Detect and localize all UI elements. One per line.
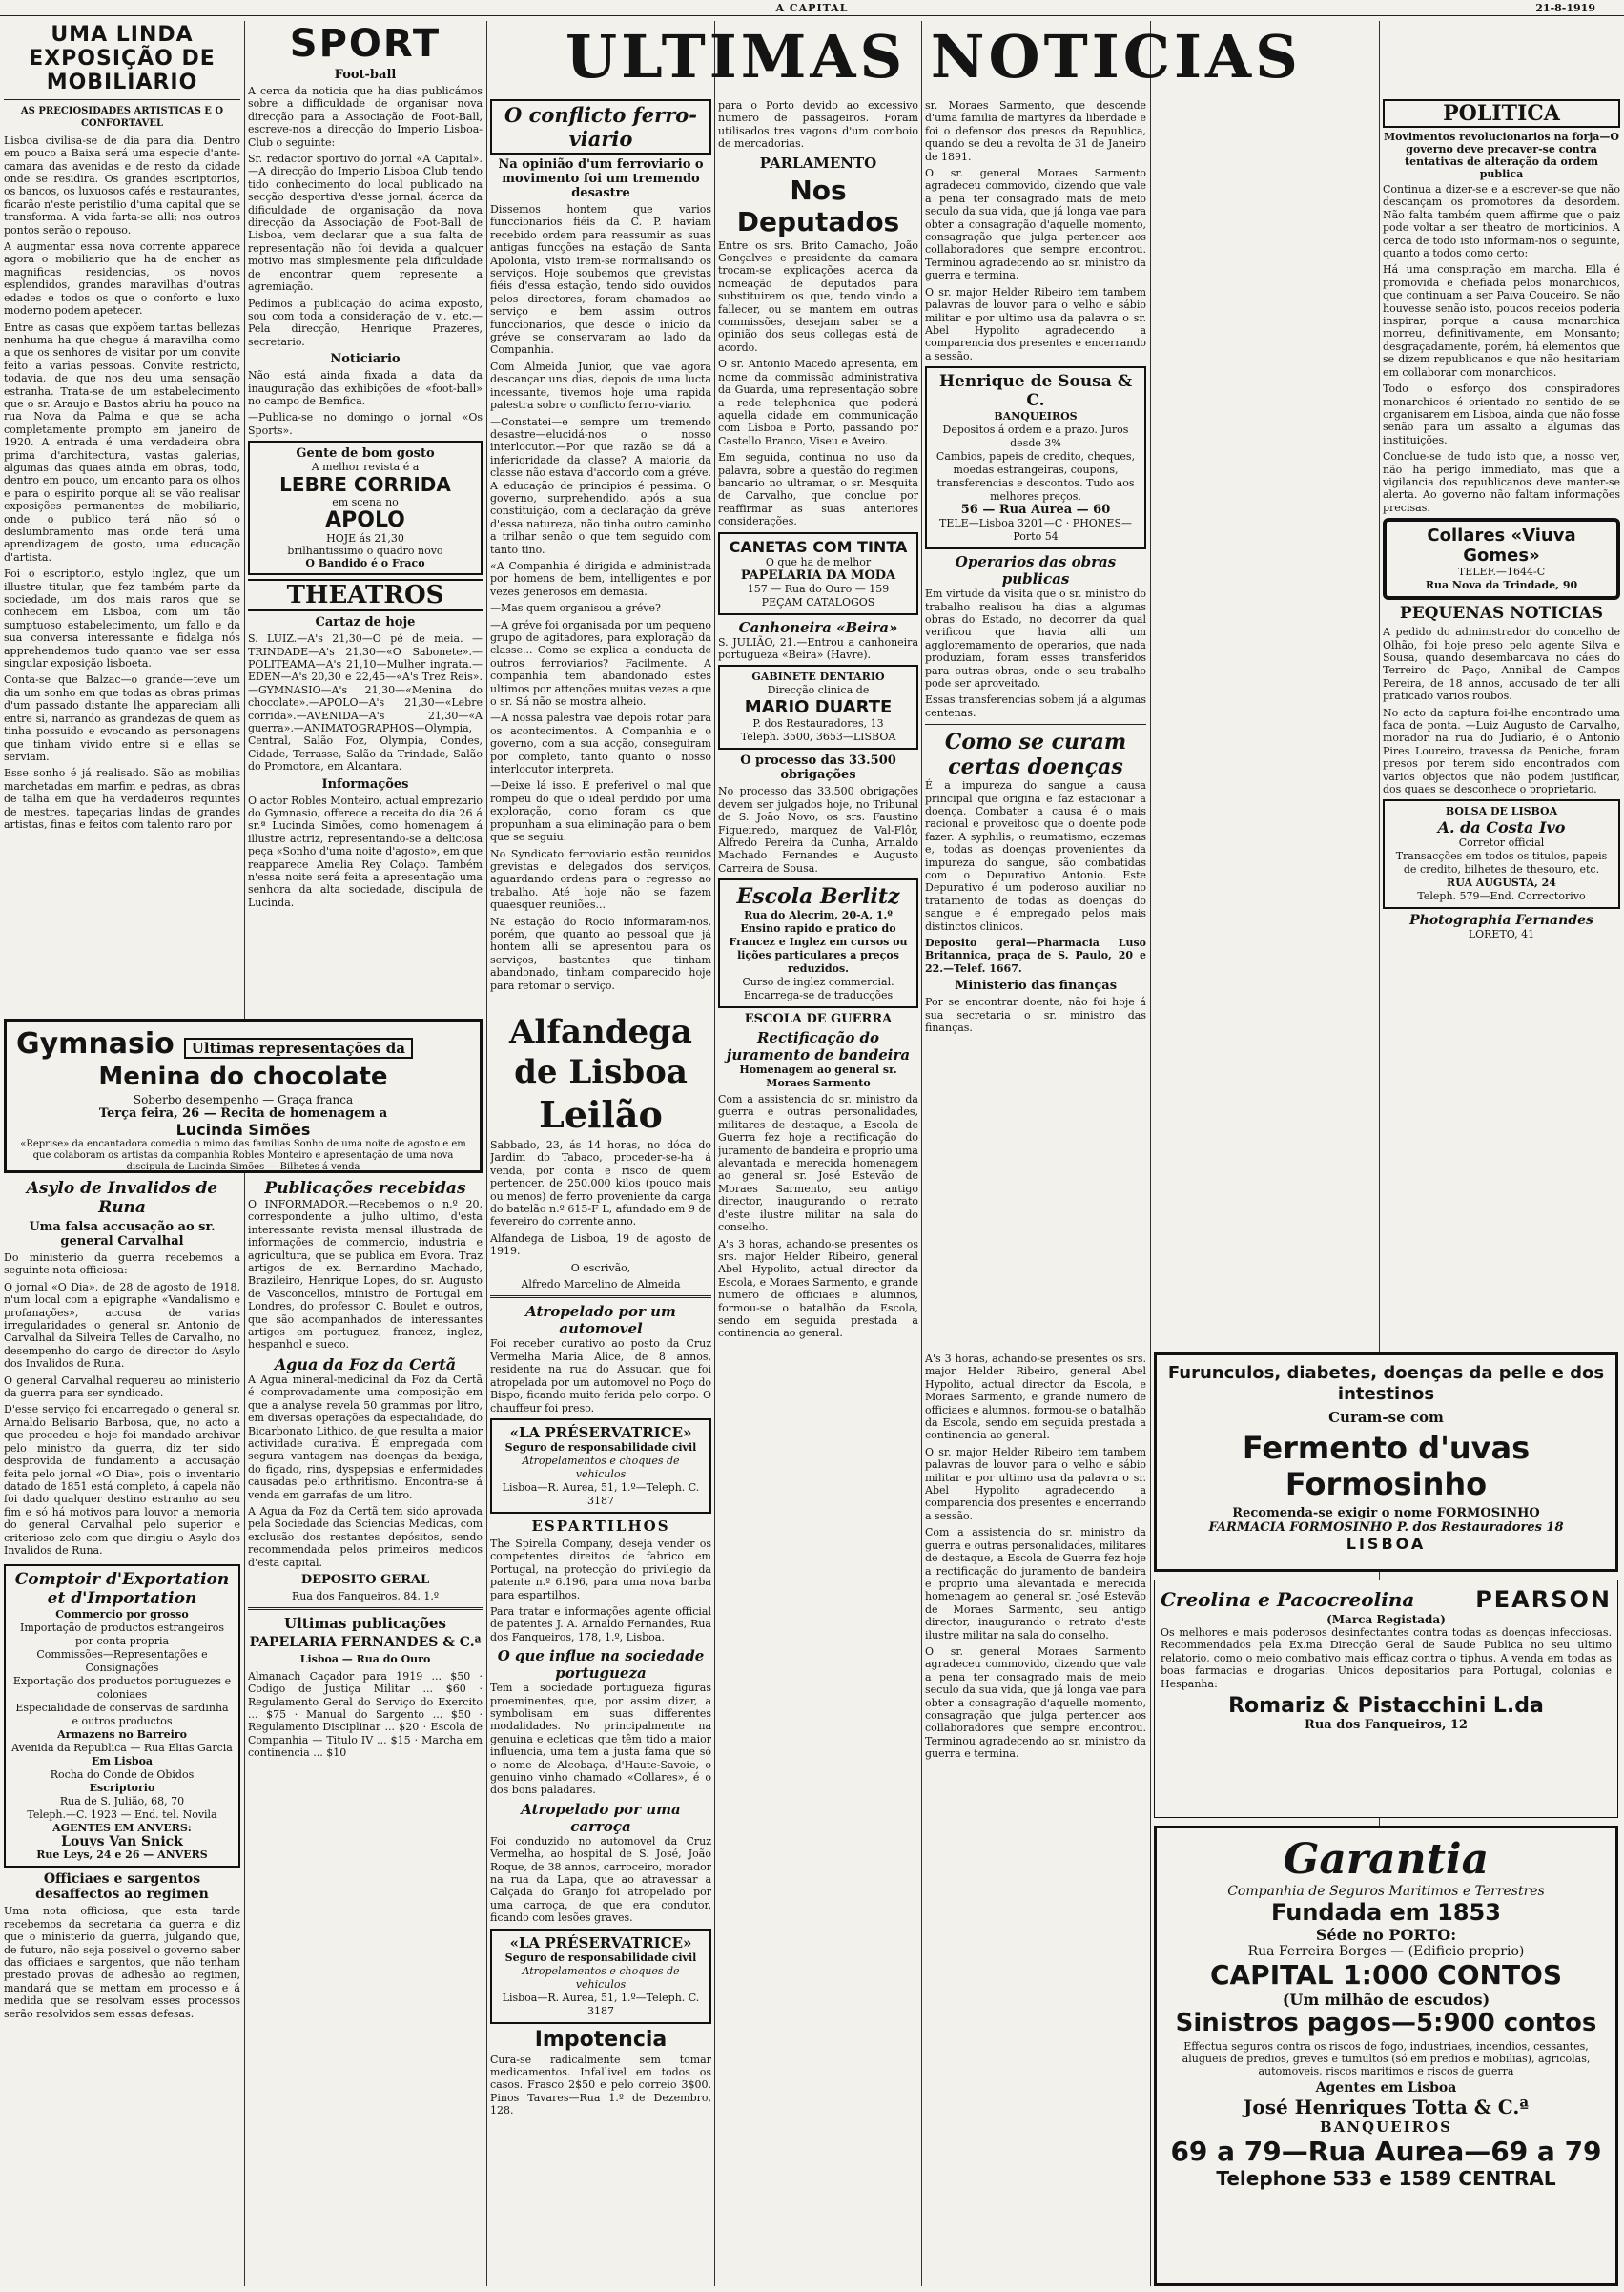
ad-line: Curam-se com	[1328, 1409, 1444, 1426]
ad-line: Armazens no Barreiro	[57, 1728, 187, 1742]
article-paragraph: The Spirella Company, deseja vender os competentes direitos de fabrico em Portugal, na protecção do privilegio da patente n.º 6.196, para uma nova barba para espartilhos.	[490, 1537, 711, 1601]
masthead	[0, 2, 1624, 16]
ad-line: BANQUEIROS	[1320, 2118, 1452, 2136]
article-paragraph: Para tratar e informações agente official de patentes J. A. Arnaldo Fernandes, Rua dos Fanqueiros, 178, 1.º, Lisboa.	[490, 1604, 711, 1643]
article-paragraph: A's 3 horas, achando-se presentes os srs. major Helder Ribeiro, general Abel Hypolito, actual director da Escola, e Moraes Sarmento, e grande numero de officiaes e alumnos, formou-se o batalhão da Escola, sendo em seguida prestada a continencia ao general.	[925, 1352, 1146, 1442]
article-paragraph: Conta-se que Balzac—o grande—teve um dia um sonho em que todas as obras primas d'um passado distante lhe appareciam alli entre si, narrando as grandezas de quem as tinha possuido e evocando as personagens que tinham vivido entre si e ellas se serviam.	[4, 673, 240, 763]
preservatrice-ad-2	[490, 1929, 711, 2024]
article-paragraph: Dissemos hontem que varios funccionarios fiéis da C. P. haviam recebido ordem para reassumir as suas antigas funcções na estação de Santa Apolonia, visto irem-se normalisando os serviços. Hoje soubemos que grevistas fiéis d'essa estação, tendo sido ouvidos pelos directores, foram chamados ao serviço e bem assim outros funccionarios, que desde o inicio da gréve se conservaram ao lado da Companhia.	[490, 203, 711, 357]
parlamento-title: PARLAMENTO	[759, 154, 877, 172]
article-paragraph: Pedimos a publicação do acima exposto, sou com toda a consideração de v., etc.—Pela direcção, Henrique Prazeres, secretario.	[248, 297, 483, 348]
gymnasio-name: Gymnasio	[16, 1027, 175, 1061]
ad-line: PAPELARIA DA MODA	[740, 568, 896, 583]
article-paragraph: Deposito geral—Pharmacia Luso Britannica, praça de S. Paulo, 20 e 22.—Telef. 1667.	[925, 937, 1146, 975]
totta-name: José Henriques Totta & C.ª	[1243, 2096, 1530, 2118]
preservatrice-title: «LA PRÉSERVATRICE»	[509, 1423, 692, 1441]
ad-line: Rua Ferreira Borges — (Edificio proprio)	[1247, 1944, 1525, 1959]
ad-line: Corretor official	[1458, 836, 1545, 850]
alfandega-title-2: de Lisboa	[514, 1053, 688, 1091]
gymnasio-line: «Reprise» da encantadora comedia o mimo das familias Sonho de uma noite de agosto e em que colaboram os artistas da companhia Robles Monteiro e apresentação de uma nova discipula de Lucinda Simões — Bilhetes á venda	[20, 1139, 466, 1172]
ad-line: Séde no PORTO:	[1315, 1926, 1457, 1944]
ad-line: FARMACIA FORMOSINHO P. dos Restauradores 18	[1208, 1520, 1564, 1535]
alfandega-title: Alfandega	[509, 1013, 692, 1051]
ad-line: 56 — Rua Aurea — 60	[960, 503, 1111, 518]
henrique-ad	[925, 366, 1146, 549]
article-paragraph: Todo o esforço dos conspiradores monarchicos é orientado no sentido de se organisarem em Lisboa, ainda que não fosse senão para um assalto a algumas das instituições.	[1383, 382, 1620, 446]
pequenas-title: PEQUENAS NOTICIAS	[1399, 604, 1604, 624]
ultimas-noticias-banner	[490, 21, 1377, 95]
article-paragraph: Alfredo Marcelino de Almeida	[521, 1278, 681, 1291]
article-paragraph: O sr. major Helder Ribeiro tem tambem palavras de louvor para o velho e sábio militar e por ultimo usa da palavra o sr. Abel Hypolito agradecendo a comparencia dos presentes e encerrando a sessão.	[925, 285, 1146, 362]
column-5-lower	[925, 1352, 1146, 2285]
asylo-headline: Uma falsa accusação ao sr. general Carvalhal	[29, 1220, 216, 1249]
article-paragraph: —Publica-se no domingo o jornal «Os Sports».	[248, 411, 483, 437]
issue-date: 21-8-1919	[1535, 2, 1595, 14]
deposito-addr: Rua dos Fanqueiros, 84, 1.º	[291, 1589, 440, 1602]
ad-line: Rua do Alecrim, 20-A, 1.º	[744, 909, 893, 922]
espartilhos-title: ESPARTILHOS	[531, 1517, 670, 1535]
atropelado-title: Atropelado por um automovel	[525, 1303, 676, 1338]
ad-line: Fundada em 1853	[1271, 1899, 1501, 1926]
aurea-line: 69 a 79—Rua Aurea—69 a 79	[1170, 2136, 1602, 2167]
ad-line: Rocha do Conde de Obidos	[50, 1768, 195, 1782]
conflict-headline: O conflicto ferro-viario	[490, 99, 711, 155]
atropelado2-title: Atropelado por uma carroça	[521, 1800, 681, 1835]
ad-line: Avenida da Republica — Rua Elias Garcia	[11, 1742, 233, 1755]
ad-line: Companhia de Seguros Maritimos e Terrestres	[1227, 1884, 1545, 1899]
article-paragraph: Em seguida, continua no uso da palavra, sobre a questão do regimen bancario no ultramar, o sr. Mesquita de Carvalho, que conclue por reaffirmar as suas anteriores considerações.	[718, 451, 918, 528]
article-paragraph: —A gréve foi organisada por um pequeno grupo de agitadores, para exploração da classe... Como se explica a conducta de outros ferroviarios? Facilmente. A companhia tem abandonado estes ultimos por attenções muitas vezes a que o sr. Sá não se mostra alheio.	[490, 618, 711, 709]
ad-line: Lisboa—R. Aurea, 51, 1.º—Teleph. C. 3187	[502, 1480, 700, 1507]
berlitz-title: Escola Berlitz	[736, 884, 900, 910]
article-paragraph: sr. Moraes Sarmento, que descende d'uma familia de martyres da liberdade e foi o defensor dos presos da Republica, quando se deu a revolta de 31 de Janeiro de 1891.	[925, 99, 1146, 163]
article-paragraph: Esse sonho é já realisado. São as mobilias marchetadas em marfim e pedras, as obras de talha em que ha verdadeiros requintes de mestres, tapeçarias lindas de grandes artistas, finas e feitos com talento raro por	[4, 767, 240, 831]
article-paragraph: Conclue-se de tudo isto que, a nosso ver, não ha perigo immediato, mas que a vigilancia dos republicanos deve manter-se alerta. Ao governo não faltam informações precisas.	[1383, 450, 1620, 514]
article-paragraph: Com Almeida Junior, que vae agora descançar uns dias, depois de uma lucta incessante, tivemos hoje uma rapida palestra sobre o conflicto ferro-viario.	[490, 360, 711, 412]
article-paragraph: A Agua da Foz da Certã tem sido aprovada pela Sociedade das Sciencias Medicas, com exclusão dos restantes depósitos, sendo recommendada pelos primeiros medicos d'esta capital.	[248, 1504, 483, 1569]
article-paragraph: No acto da captura foi-lhe encontrado uma faca de ponta. —Luiz Augusto de Carvalho, morador na rua do Judiario, é o Antonio Pires Loureiro, travessa da Peniche, foram presos por terem sido encontrados com varios objectos que não podem justificar, dos quaes se desconhece o proprietario.	[1383, 706, 1620, 796]
article-paragraph: Por se encontrar doente, não foi hoje á sua secretaria o sr. ministro das finanças.	[925, 996, 1146, 1035]
ad-line: TELEF.—1644-C	[1457, 566, 1546, 579]
article-paragraph: O jornal «O Dia», de 28 de agosto de 1918, n'um local com a epigraphe «Vandalismo e profanações», accusa de varias irregularidades o general sr. Antonio de Carvalhal da Silveira Telles de Carvalho, no desempenho do cargo de director do Asylo dos Invalidos de Runa.	[4, 1280, 240, 1371]
ad-line: Recomenda-se exigir o nome FORMOSINHO	[1232, 1506, 1540, 1520]
article-paragraph: Continua a dizer-se e a escrever-se que não descançam os promotores da desordem. Não falta também quem affirme que o paiz pode voltar a ser theatro de morticinios. A cerca de todo isto informam-nos o seguinte, quanto a todos como certo:	[1383, 183, 1620, 260]
article-paragraph: Não está ainda fixada a data da inauguração das exhibições de «foot-ball» no campo de Bemfica.	[248, 369, 483, 407]
ad-line: Commercio por grosso	[55, 1608, 189, 1621]
cartaz-listing: S. LUIZ.—A's 21,30—O pé de meia. —TRINDADE—A's 21,30—«O Sabonete».—POLITEAMA—A's 21,10—Mulher ingrata.—EDEN—A's 20,30 e 22,45—«A's Trez Reis».—GYMNASIO—A's 21,30—«Menina do chocolate».—APOLO—A's 21,30—«Lebre corrida».—AVENIDA—A's 21,30—«A guerra».—ANIMATOGRAPHOS—Olympia, Central, Salão Foz, Olympia, Condes, Cidade, Terrasse, Salão da Trindade, Salão do Promotora, em Alcantara.	[248, 632, 483, 774]
ad-line: RUA AUGUSTA, 24	[1447, 877, 1556, 890]
article-paragraph: O sr. general Moraes Sarmento agradeceu commovido, dizendo que vale a pena ter consagrado mais de meio seculo da sua vida, que já longa vae para obter a consagração d'aquelle momento, consagração que julga pertencer aos collaboradores que sempre encontrou. Terminou agradecendo ao sr. ministro da guerra e termina.	[925, 167, 1146, 282]
ad-line: Rue Leys, 24 e 26 — ANVERS	[36, 1848, 208, 1862]
ultimas-list: Almanach Caçador para 1919 ... $50 · Codigo de Justiça Militar ... $60 · Regulamento Geral do Serviço do Exercito ... $75 · Manual do Sargento ... $50 · Regulamento Disciplinar ... $20 · Escola de Companhia — Titulo IV ... $15 · Marcha em continencia ... $10	[248, 1669, 483, 1760]
article-paragraph: Sr. redactor sportivo do jornal «A Capital».—A direcção do Imperio Lisboa Club tendo tido conhecimento do local publicado na secção desportiva d'esse jornal, ácerca da dificuldade de organisação da nova direcção da Associação de Foot-Ball de Lisboa, vem declarar que a sua falta de representação não foi devida a qualquer motivo mas simplesmente pela dificuldade de encontrar quem represente a agremiação.	[248, 153, 483, 294]
ad-line: Louys Van Snick	[61, 1834, 183, 1850]
article-paragraph: —Mas quem organisou a gréve?	[490, 602, 661, 615]
article-paragraph: Tem a sociedade portugueza figuras proeminentes, que, por assim dizer, a symbolisam em suas differentes modalidades. No principalmente na genuina e ecleticas que têm tido a maior influencia, uma tem a justa fama que só o nome de Alcobaça, d'Haute-Savoie, o genuino vinho chamado «Collares», é o dos bons paladares.	[490, 1682, 711, 1797]
ad-line: GABINETE DENTARIO	[751, 671, 885, 684]
ad-line: O Bandido é o Fraco	[305, 557, 425, 570]
section-title: Foot-ball	[334, 68, 397, 82]
photo-addr: LORETO, 41	[1468, 928, 1535, 941]
paper-name: A CAPITAL	[775, 2, 849, 14]
article-paragraph: O INFORMADOR.—Recebemos o n.º 20, correspondente a julho ultimo, d'esta interessante revista mensal illustrada de informações de commercio, industria e agricultura, que se publica em Evora. Traz artigos de ex. Bernardino Machado, Brazileiro, Henrique Lopes, do sr. Augusto de Vasconcellos, ministro de Portugal em Londres, do professor C. Boulet e outros, que são acompanhados de interessantes artigos em portuguez, francez, inglez, hespanhol e sueco.	[248, 1198, 483, 1352]
column-5	[925, 99, 1146, 1339]
ad-line: Direcção clinica de	[767, 684, 870, 697]
article-paragraph: O sr. general Moraes Sarmento agradeceu commovido, dizendo que vale a pena ter consagrado mais de meio seculo da sua vida, que já longa vae para obter a consagração d'aquelle momento, consagração que julga pertencer aos collaboradores que sempre encontrou. Terminou agradecendo ao sr. ministro da guerra e termina.	[925, 1644, 1146, 1761]
curam-title: Como se curam certas doenças	[944, 730, 1127, 780]
ad-line: Especialidade de conservas de sardinha e outros productos	[15, 1702, 229, 1728]
collares-title: Collares «Viuva Gomes»	[1427, 526, 1576, 567]
column-rule	[921, 21, 922, 2286]
ad-line: P. dos Restauradores, 13	[752, 717, 884, 731]
article-paragraph: Entre os srs. Brito Camacho, João Gonçalves e presidente da camara trocam-se explicações acerca da nomeação de deputados para substituirem os que, tendo vindo a fallecer, ou se mantem em outras commissões, desejam saber se a opinião dos seus collegas está de acordo.	[718, 238, 918, 354]
article-paragraph: O general Carvalhal requereu ao ministerio da guerra para ser syndicado.	[4, 1373, 240, 1400]
conflict-subheadline: Na opinião d'um ferroviario o movimento foi um tremendo desastre	[498, 157, 704, 200]
creolina-title: Creolina e Pacocreolina	[1161, 1588, 1415, 1611]
bolsa-name: A. da Costa Ivo	[1437, 818, 1566, 837]
operarios-title: Operarios das obras publicas	[955, 553, 1117, 588]
article-paragraph: Com a assistencia do sr. ministro da guerra e outras personalidades, militares de destaque, a Escola de Guerra fez hoje a rectificação do juramento de bandeira e proprio uma alevantada e merecida homenagem ao general sr. José Estevão de Moraes Sarmento, seu antigo director, inaugurando o retrato d'este ilustre militar na sala do conselho.	[925, 1526, 1146, 1642]
article-paragraph: No Syndicato ferroviario estão reunidos grevistas e delegados dos serviços, aguardando ordens para o regresso ao trabalho. Até hoje não se fazem quaesquer reuniões...	[490, 847, 711, 912]
ultimas-title: Ultimas publicações	[284, 1615, 446, 1633]
ad-line: Importação de productos estrangeiros por conta propria	[19, 1621, 225, 1648]
canetas-ad	[718, 532, 918, 615]
photo-title: Photographia Fernandes	[1409, 913, 1593, 929]
ad-line: Cambios, papeis de credito, cheques, moedas estrangeiras, coupons, transferencias e descontos. Tudo aos melhores preços.	[935, 450, 1136, 504]
ultimas-addr: Lisboa — Rua do Ouro	[299, 1653, 431, 1666]
rectif-title: Rectificação do juramento de bandeira	[726, 1029, 911, 1064]
article-paragraph: —Deixe lá isso. É preferivel o mal que rompeu do que o ideal perdido por uma exploração, como foram os que propunham a sua eliminação para o bem que se seguiu.	[490, 779, 711, 844]
article-paragraph: Lisboa civilisa-se de dia para dia. Dentro em pouco a Baixa será uma especie d'ante-camara das avenidas e de resto da cidade onde se residira. Os grandes escriptorios, os bancos, os luxuosos cafés e restaurantes, ficarão n'este peristilio d'uma capital que se transforma. A vida farta-se alli; nos outros pontos serão o repouso.	[4, 134, 240, 237]
article-paragraph: Essas transferencias sobem já a algumas centenas.	[925, 693, 1146, 719]
sinistros-line: Sinistros pagos—5:900 contos	[1175, 2009, 1597, 2037]
ad-line: LISBOA	[1346, 1535, 1427, 1553]
ad-line: Exportação dos productos portuguezes e coloniaes	[12, 1675, 232, 1702]
ad-line: Gente de bom gosto	[296, 446, 435, 462]
lebre-corrida-ad	[248, 441, 483, 575]
exposicao-subtitle: AS PRECIOSIDADES ARTISTICAS E O CONFORTAVEL	[20, 106, 224, 130]
pearson-brand: PEARSON	[1475, 1586, 1612, 1613]
officiaes-title: Officiaes e sargentos desaffectos ao regimen	[35, 1871, 209, 1903]
article-paragraph: para o Porto devido ao excessivo numero de passageiros. Foram utilisados tres vagons d'um comboio de mercadorias.	[718, 99, 918, 151]
ad-line: 157 — Rua do Ouro — 159	[747, 582, 890, 595]
collares-ad	[1383, 518, 1620, 600]
ad-line: em scena no	[332, 496, 399, 509]
ad-line: Teleph. 3500, 3653—LISBOA	[740, 731, 896, 744]
gymnasio-ad	[4, 1019, 483, 1173]
article-paragraph: S. JULIÃO, 21.—Entrou a canhoneira portugueza «Beira» (Havre).	[718, 635, 918, 661]
ad-line: Transacções em todos os titulos, papeis de credito, bilhetes de thesouro, etc.	[1395, 850, 1608, 877]
article-paragraph: Na estação do Rocio informaram-nos, porém, que quanto ao pessoal que já hontem alli se apresentou para os serviços, bastantes que tinham abandonado, tinham comparecido hoje para retomar o serviço.	[490, 915, 711, 992]
article-paragraph: O escrivão,	[570, 1261, 631, 1274]
article-paragraph: Entre as casas que expõem tantas bellezas nenhuma ha que chegue á maravilha como a que os senhores de visitar por um convite feito a varias pessoas. Convite restricto, todavia, de que nos deu uma sensação estranha. Trata-se de um estabelecimento que o sr. Araujo e Bastos abriu ha pouco na rua Nova da Palma e que se acha completamente prompto em janeiro de 1920. A entrada é uma verdadeira obra prima d'architectura, vastas galerias, algumas das quaes ainda em obras, todo, dentro em pouco, um encanto para os olhos e para o espirito porque ali se vão realisar exposições permanentes de mobiliario, onde o publico terá não só o deslumbramento mas onde terá uma aprendizagem de gosto, uma educação d'artista.	[4, 320, 240, 564]
ad-line: (Um milhão de escudos)	[1282, 1991, 1490, 2009]
ad-line: Agentes em Lisboa	[1315, 2080, 1457, 2096]
section-title: Informações	[321, 776, 409, 792]
ad-line: Commissões—Representações e Consignações	[36, 1648, 208, 1675]
article-paragraph: A cerca da noticia que ha dias publicámos sobre a difficuldade de organisar nova direcção para a Associação de Foot-Ball, escreve-nos a direcção do Imperio Lisboa-Club o seguinte:	[248, 85, 483, 149]
column-rule	[486, 21, 487, 2286]
publicacoes-title: Publicações recebidas	[264, 1179, 466, 1198]
lebre-title: LEBRE CORRIDA	[279, 473, 451, 497]
formosinho-title: Fermento d'uvas Formosinho	[1242, 1430, 1531, 1502]
article-paragraph: —A nossa palestra vae depois rotar para os acontecimentos. A Companhia e o governo, com a sua acção, conseguiram por completo, tanto quanto o nosso interlocutor interpreta.	[490, 712, 711, 776]
section-title: Cartaz de hoje	[315, 615, 416, 630]
theatros-headline: THEATROS	[248, 579, 483, 611]
leilao-title: Leilão	[539, 1093, 663, 1136]
ad-line: Rua dos Fanqueiros, 12	[1305, 1718, 1468, 1733]
article-paragraph: —Constatei—e sempre um tremendo desastre—elucidá-nos o nosso interlocutor.—Por que razão se dá a inferioridade da classe? A maioria da classe não estava d'accordo com a gréve. A educação de principios é pessima. O governo, surprehendido, após a sua constituição, com a declaração da gréve d'essa natureza, não tinha outro caminho a trilhar senão o que tem seguido com tanto tino.	[490, 415, 711, 556]
ad-line: Depositos á ordem e a prazo. Juros desde 3%	[942, 423, 1129, 450]
ad-line: Rua Nova da Trindade, 90	[1425, 579, 1578, 592]
ad-line: Seguro de responsabilidade civil	[504, 1440, 697, 1454]
deposito-label: DEPOSITO GERAL	[300, 1572, 430, 1587]
ultimas-noticias-headline: ULTIMAS NOTICIAS	[565, 22, 1302, 92]
ad-line: Teleph. 579—End. Correctorivo	[1417, 890, 1586, 903]
article-paragraph: A's 3 horas, achando-se presentes os srs. major Helder Ribeiro, general Abel Hypolito, actual director da Escola, e Moraes Sarmento, e grande numero de officiaes e alumnos, formou-se o batalhão da Escola, sendo em seguida prestada a continencia ao general.	[718, 1237, 918, 1340]
ad-line: Furunculos, diabetes, doenças da pelle e dos intestinos	[1167, 1363, 1605, 1404]
financas-title: Ministerio das finanças	[954, 979, 1118, 994]
gymnasio-honoree: Lucinda Simões	[175, 1121, 311, 1139]
canetas-title: CANETAS COM TINTA	[729, 537, 908, 556]
article-paragraph: D'esse serviço foi encarregado o general sr. Arnaldo Belisario Barbosa, que, no acto a que procedeu e hoje foi mandado archivar pelo ministro da guerra, diz ter sido desprovida de fundamento a accusação feita pelo jornal «O Dia», pois o inventario datado de 1851 está completo, á capela não foi dado qualquer destino estranho ao seu fim e só há motivos para louvor a memoria do general Carvalhal pelo superior e criterioso zelo com que dirigiu o Asylo dos Invalidos de Runa.	[4, 1403, 240, 1557]
gymnasio-line: Soberbo desempenho — Graça franca	[133, 1093, 354, 1106]
romariz-name: Romariz & Pistacchini L.da	[1228, 1694, 1544, 1719]
asylo-title: Asylo de Invalidos de Runa	[26, 1179, 218, 1217]
gymnasio-line: Terça feira, 26 — Recita de homenagem a	[98, 1106, 388, 1121]
deputados-headline: Nos Deputados	[736, 174, 900, 237]
ad-line: HOJE ás 21,30	[326, 532, 404, 546]
garantia-title: Garantia	[1283, 1835, 1490, 1884]
comptoir-ad	[4, 1564, 240, 1868]
capital-line: CAPITAL 1:000 CONTOS	[1209, 1959, 1563, 1991]
ad-line: Encarrega-se de traducções	[743, 989, 894, 1002]
column-2-lower	[248, 1179, 483, 2285]
gabinete-ad	[718, 665, 918, 750]
article-paragraph: Em virtude da visita que o sr. ministro do trabalho realisou ha dias a algumas obras do Estado, no decorrer da qual verificou que havia alli um aggloremamento de operarios, que nada produziam, foram esses transferidos para outras obras, onde o seu trabalho pode ser aproveitado.	[925, 588, 1146, 690]
politica-title: POLITICA	[1383, 99, 1620, 128]
article-paragraph: Há uma conspiração em marcha. Ella é promovida e chefiada pelos monarchicos, que continuam a ser Paiva Couceiro. Se não houvesse senão isto, poucos receios poderia inspirar, porque a causa monarchica morreu, definitivamente, em Monsanto; desgraçadamente, porém, há elementos que se dizem republicanos e que não hesitariam em collaborar com monarchicos.	[1383, 263, 1620, 379]
politica-sub: Movimentos revolucionarios na forja—O governo deve precaver-se contra tentativas de alteração da ordem publica	[1383, 131, 1620, 180]
column-4	[718, 99, 918, 2285]
rectif-sub: Homenagem ao general sr. Moraes Sarmento	[739, 1063, 897, 1089]
column-1-lower	[4, 1179, 240, 2285]
article-paragraph: No processo das 33.500 obrigações devem ser julgados hoje, no Tribunal de S. João Novo, os srs. Faustino Figueiredo, marquez de Val-Flôr, Alfredo Pereira da Cunha, Arnaldo Machado Fernandes e Augusto Carreira de Sousa.	[718, 785, 918, 875]
gymnasio-play: Menina do chocolate	[98, 1063, 388, 1091]
article-paragraph: Do ministerio da guerra recebemos a seguinte nota officiosa:	[4, 1251, 240, 1277]
ad-line: A melhor revista é a	[311, 461, 420, 474]
ad-line: BANQUEIROS	[994, 410, 1078, 423]
article-paragraph: Os melhores e mais poderosos desinfectantes contra todas as doenças infecciosas. Recommendados pela Ex.ma Direcção Geral de Saude Publica no seu ultimo relatorio, como o meio combativo mais efficaz contra o tiphus. A venda em todas as boas farmacias e drogarias. Unicos depositarios para Portugal, colonias e Hespanha:	[1161, 1626, 1612, 1690]
article-paragraph: Alfandega de Lisboa, 19 de agosto de 1919.	[490, 1231, 711, 1258]
ad-line: (Marca Registada)	[1326, 1613, 1446, 1626]
ad-line: Atropelamentos e choques de vehiculos	[522, 1454, 680, 1480]
ad-line: Lisboa—R. Aurea, 51, 1.º—Teleph. C. 3187	[502, 1991, 700, 2017]
ad-line: AGENTES EM ANVERS:	[52, 1822, 192, 1835]
processo-title: O processo das 33.500 obrigações	[740, 754, 896, 783]
ad-line: Teleph.—C. 1923 — End. tel. Novila	[27, 1808, 217, 1822]
dentist-name: MARIO DUARTE	[744, 697, 893, 718]
preservatrice-title: «LA PRÉSERVATRICE»	[509, 1933, 692, 1951]
apolo-name: APOLO	[325, 508, 405, 533]
article-paragraph: A pedido do administrador do concelho de Olhão, foi hoje preso pelo agente Silva e Sousa, quando desembarcava no cáes do Terreiro do Paço, Annibal de Campos Pereira, de 18 annos, accusado de ter alli praticado varios roubos.	[1383, 626, 1620, 703]
ad-line: Ensino rapido e pratico do Francez e Inglez em cursos ou lições particulares a preços reduzidos.	[729, 922, 908, 976]
preservatrice-ad	[490, 1418, 711, 1514]
article-paragraph: Sabbado, 23, ás 14 horas, no dóca do Jardim do Tabaco, proceder-se-ha á venda, por conta e risco de quem pertencer, de 250.000 kilos (pouco mais ou menos) de ferro proveniente da carga do batelão n.º 615-F L, afundado em 9 de fevereiro do corrente anno.	[490, 1139, 711, 1229]
ad-line: PEÇAM CATALOGOS	[761, 595, 875, 609]
ad-line: Curso de inglez commercial.	[742, 976, 894, 989]
berlitz-ad	[718, 878, 918, 1008]
article-paragraph: O actor Robles Monteiro, actual emprezario do Gymnasio, offerece a receita do dia 26 á sr.ª Lucinda Simões, como homenagem á illustre actriz, representando-se a deliciosa peça «Sonho d'uma noite d'agosto», em que reapparece Amelia Rey Colaço. Também n'essa noite será feita a apresentação uma senhora da alta sociedade, discipula de Lucinda.	[248, 794, 483, 909]
canhoneira-title: Canhoneira «Beira»	[738, 618, 898, 636]
article-paragraph: Uma nota officiosa, que esta tarde recebemos da secretaria da guerra e diz que o ministerio da guerra, julgando que, de futuro, não seja possivel o governo saber das officiaes e sargentos, que não tenham prestado provas de adhesão ao regimen, mandará que se mettam em processo e á medida que se resolvam esses processos serão resolvidos sem essas defesas.	[4, 1905, 240, 2020]
column-rule	[714, 21, 715, 2286]
section-title: Noticiario	[330, 352, 401, 367]
ad-line: Seguro de responsabilidade civil	[504, 1951, 697, 1964]
column-6	[1383, 99, 1620, 1339]
telephone-line: Telephone 533 e 1589 CENTRAL	[1216, 2167, 1556, 2190]
influe-title: O que influe na sociedade portugueza	[497, 1647, 705, 1683]
article-paragraph: Foi o escriptorio, estylo inglez, que um illustre titular, que fez também parte da sociedade, um dos mais raros que se conhecem em Lisboa, com um tão sumptuoso estabelecimento, um fallo e da sua conversa interessante e fidalga nós apprehendemos tudo quanto vae ser essa singular exposição lisboeta.	[4, 568, 240, 671]
escola-title: ESCOLA DE GUERRA	[744, 1012, 893, 1027]
ad-line: TELE—Lisboa 3201—C · PHONES—Porto 54	[939, 517, 1132, 544]
ad-line: Effectua seguros contra os riscos de fogo, industriaes, incendios, cessantes, alugueis de predios, greves e tumultos (só em predios e mobilias), agricolas, automoveis, riscos maritimos e riscos de guerra	[1182, 2040, 1591, 2077]
article-paragraph: O sr. Antonio Macedo apresenta, em nome da commissão administrativa da Guarda, uma representação sobre a rede telephonica que poderá aquella cidade em communicação com Lisboa e Porto, passando por Castello Branco, Viseu e Aveiro.	[718, 358, 918, 447]
article-paragraph: «A Companhia é dirigida e administrada por homens de bem, intelligentes e por vezes generosos em demasia.	[490, 559, 711, 598]
creolina-ad	[1154, 1580, 1618, 1818]
impotencia-title: Impotencia	[534, 2027, 668, 2052]
ad-line: Rua de S. Julião, 68, 70	[59, 1795, 185, 1808]
ad-line: Atropelamentos e choques de vehiculos	[522, 1964, 680, 1991]
article-paragraph: Com a assistencia do sr. ministro da guerra e outras personalidades, militares de destaque, a Escola de Guerra fez hoje a rectificação do juramento de bandeira e proprio uma alevantada e merecida homenagem ao general sr. José Estevão de Moraes Sarmento, seu antigo director, inaugurando o retrato d'este ilustre militar na sala do conselho.	[718, 1093, 918, 1234]
article-paragraph: Cura-se radicalmente sem tomar medicamentos. Infallivel em todos os casos. Frasco 2$50 e pelo correio 3$00. Pinos Tavares—Rua 1.º de Dezembro, 128.	[490, 2053, 711, 2117]
garantia-ad	[1154, 1826, 1618, 2286]
comptoir-title: Comptoir d'Exportation et d'Importation	[14, 1570, 230, 1609]
ad-line: O que ha de melhor	[765, 555, 872, 568]
exposicao-headline: UMA LINDA EXPOSIÇÃO DE MOBILIARIO	[29, 23, 216, 94]
ad-line: brilhantissimo o quadro novo	[287, 545, 443, 558]
ad-line: BOLSA DE LISBOA	[1445, 805, 1558, 818]
article-paragraph: É a impureza do sangue a causa principal que origina e faz estacionar a doença. Combater a causa é o mais racional e proveitoso que o doente pode fazer. A syphilis, o reumatismo, eczemas e, todas as doenças provenientes da impureza do sangue, são combatidas com o Depurativo Antonio. Este Depurativo é um poderoso auxiliar no tratamento de todas as doenças do sangue e é empregado pelos mais distinctos clinicos.	[925, 779, 1146, 933]
article-paragraph: A augmentar essa nova corrente apparece agora o mobiliario que ha de encher as magnificas residencias, os novos esplendidos, grandes maravilhas d'outras edades e todos os que o conforto e luxo moderno podem apetecer.	[4, 240, 240, 318]
article-paragraph: Foi conduzido no automovel da Cruz Vermelha, ao hospital de S. José, João Roque, de 38 annos, carroceiro, morador na rua da Lapa, que ao atravessar a Calçada do Granjo foi atropelado por uma carroça, de que era condutor, ficando com lesões graves.	[490, 1834, 711, 1925]
ad-line: Escriptorio	[89, 1782, 155, 1795]
sport-headline: SPORT	[289, 22, 442, 66]
bolsa-ad	[1383, 799, 1620, 909]
henrique-title: Henrique de Sousa & C.	[938, 372, 1133, 411]
article-paragraph: O sr. major Helder Ribeiro tem tambem palavras de louvor para o velho e sábio militar e por ultimo usa da palavra o sr. Abel Hypolito agradecendo a comparencia dos presentes e encerrando a sessão.	[925, 1445, 1146, 1522]
alfandega-stack	[490, 1011, 711, 2280]
column-rule	[1150, 21, 1151, 2286]
furunculos-ad	[1154, 1352, 1618, 1572]
article-paragraph: Foi receber curativo ao posto da Cruz Vermelha Maria Alice, de 8 annos, residente na rua do Assucar, que foi atropelada por um automovel no Poço do Bispo, ficando muito ferida pelo corpo. O chauffeur foi preso.	[490, 1337, 711, 1414]
gymnasio-tag: Ultimas representações da	[184, 1038, 413, 1059]
agua-title: Agua da Foz da Certã	[274, 1354, 457, 1373]
ultimas-shop: PAPELARIA FERNANDES & C.ª	[249, 1635, 482, 1651]
ad-line: Em Lisboa	[91, 1755, 154, 1768]
column-2	[248, 21, 483, 1015]
article-paragraph: A Agua mineral-medicinal da Foz da Certã é comprovadamente uma composição em que a analyse revela 50 grammas por litro, em diversas operações da especialidade, do Bicarbonato Lithico, de que resulta a maior actividade curativa. É empregada com segura vantagem nas doenças da bexiga, do figado, rins, dyspepsias e enfermidades causadas pelo arthritismo. Encontra-se á venda em garrafas de um litro.	[248, 1373, 483, 1501]
